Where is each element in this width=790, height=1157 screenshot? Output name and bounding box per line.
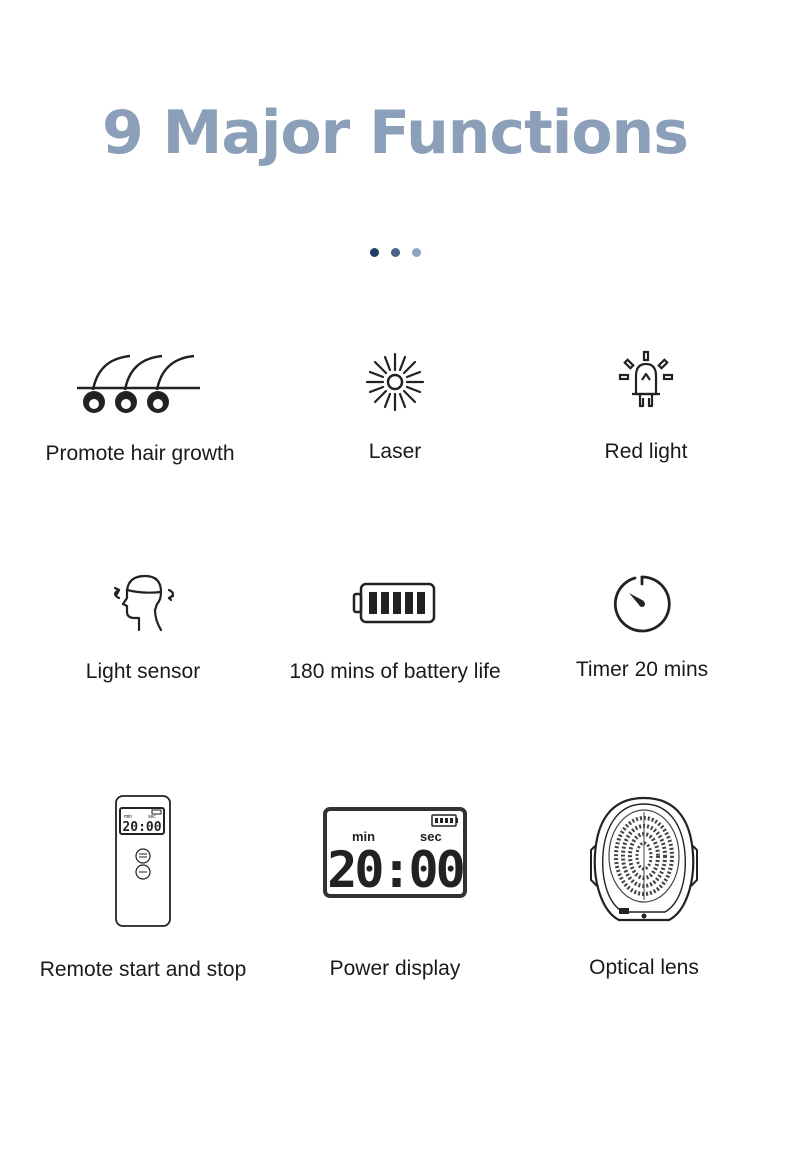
feature-remote: [13, 794, 273, 981]
feature-light-sensor: [13, 572, 273, 683]
page-title: 9 Major Functions: [102, 98, 688, 168]
hair-follicle-icon: [75, 350, 205, 420]
pagination-dot-2[interactable]: [391, 248, 400, 257]
feature-red-light: [516, 350, 776, 463]
feature-label: Timer 20 mins: [575, 658, 709, 681]
battery-icon: [352, 580, 438, 628]
feature-label: Power display: [329, 957, 461, 980]
feature-power-display: [265, 806, 525, 980]
feature-label: Remote start and stop: [39, 958, 247, 981]
pagination-dot-3[interactable]: [412, 248, 421, 257]
laser-burst-icon: [363, 350, 427, 414]
remote-control-icon: [114, 794, 172, 928]
feature-label: Optical lens: [589, 956, 699, 979]
feature-label: Light sensor: [85, 660, 201, 683]
red-light-bulb-icon: [616, 350, 676, 414]
feature-battery: [265, 580, 525, 683]
pagination-dots: [0, 248, 790, 257]
pagination-dot-1[interactable]: [370, 248, 379, 257]
feature-label: Laser: [368, 440, 422, 463]
remote-sec-label: sec: [148, 814, 156, 820]
remote-min-label: min: [124, 814, 133, 820]
remote-time: 20:00: [122, 820, 162, 835]
helmet-lens-icon: [589, 794, 699, 928]
lcd-display-icon: [322, 806, 468, 899]
display-time: 20:00: [327, 841, 463, 899]
head-sensor-icon: [105, 572, 181, 636]
feature-laser: [265, 350, 525, 463]
display-sec-label: sec: [420, 829, 442, 844]
timer-icon: [611, 573, 673, 635]
feature-hair-growth: [10, 350, 270, 465]
feature-optical-lens: [514, 794, 774, 979]
feature-label: Promote hair growth: [45, 442, 235, 465]
display-min-label: min: [352, 829, 376, 844]
feature-label: Red light: [604, 440, 688, 463]
feature-label: 180 mins of battery life: [289, 660, 501, 683]
feature-timer: [512, 573, 772, 681]
